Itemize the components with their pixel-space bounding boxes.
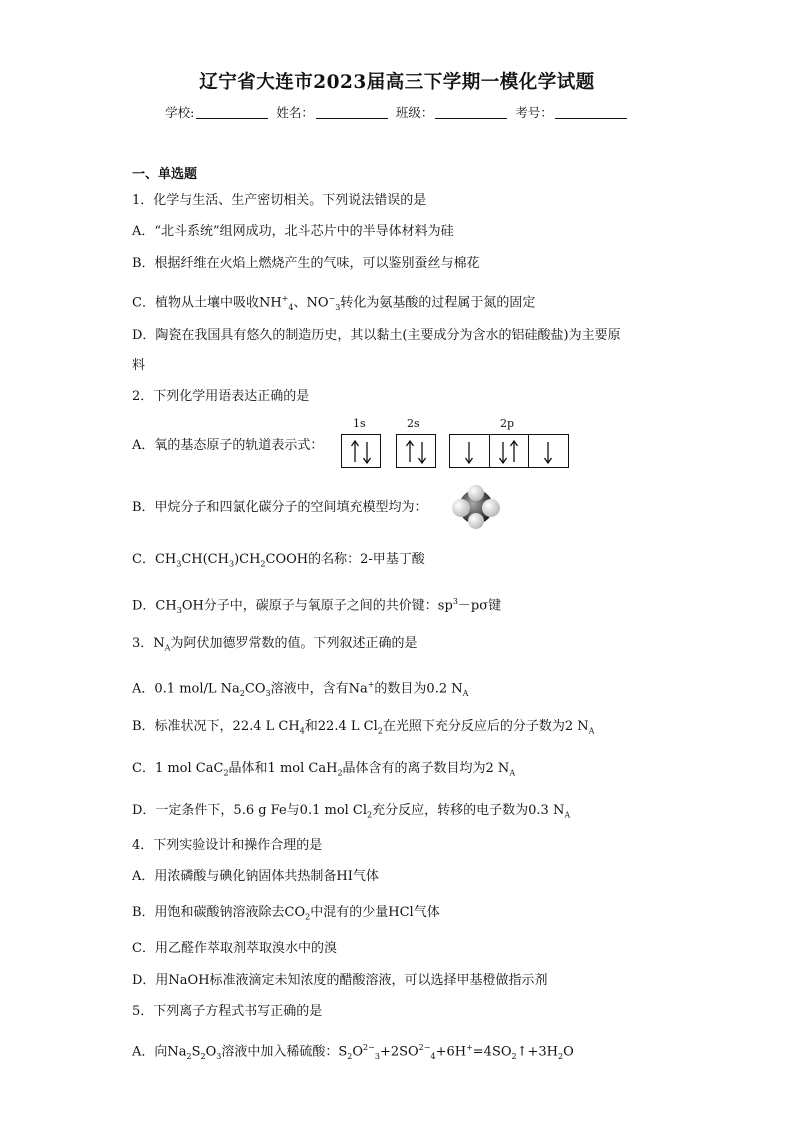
q3-stem-post: 为阿伏加德罗常数的值。下列叙述正确的是: [170, 636, 418, 651]
q3-c-post: 晶体含有的离子数目均为2 N: [342, 761, 510, 776]
q3-b-post: 在光照下充分反应后的分子数为2 N: [382, 719, 589, 734]
paired-arrows-icon: [397, 439, 435, 465]
q5-a-pre: A．向Na: [132, 1044, 187, 1060]
q3-c-mid: 晶体和1 mol CaH: [228, 761, 338, 776]
q2-option-d: D．$CH_3OH$分子中，碳原子与氧原子之间的共价键：$sp^3-p\sigma$键: [132, 597, 502, 615]
q1-option-d: D．陶瓷在我国具有悠久的制造历史，其以黏土(主要成分为含水的铝硅酸盐)为主要原: [132, 328, 621, 343]
q3-option-b: B．标准状况下，22.4 L $CH_4$和22.4 L $Cl_2$在光照下充分反应后的分子数为2 $N_A$: [132, 719, 595, 736]
orbital-box-2s: [396, 434, 436, 468]
q3-a-post: 溶液中，含有Na: [270, 681, 368, 697]
class-label: 班级：: [395, 105, 434, 120]
q2-c-post: 的名称：2-甲基丁酸: [308, 552, 425, 567]
q1-option-b: B．根据纤维在火焰上燃烧产生的气味，可以鉴别蚕丝与棉花: [132, 256, 480, 271]
2p-arrows-icon: [450, 439, 568, 465]
q1-option-c: C．植物从土壤中吸收$NH^+_4$、$NO^-_3$转化为氨基酸的过程属于氮的固定: [132, 294, 536, 312]
q2-d-tail: －pσ键: [457, 598, 502, 614]
q3-option-d: D．一定条件下，5.6 g Fe与0.1 mol $Cl_2$充分反应，转移的电子数为0.3 $N_A$: [132, 803, 571, 820]
paired-arrows-icon: [342, 439, 380, 465]
orbital-label-2p: 2p: [500, 417, 515, 430]
q4-stem: 4．下列实验设计和操作合理的是: [132, 838, 323, 853]
q4-b-post: 中混有的少量HCl气体: [310, 905, 440, 920]
q1-c-mid: 、NO: [293, 295, 329, 311]
q3-a-tail: 的数目为0.2 N: [374, 681, 463, 697]
q1-option-a: A．“北斗系统”组网成功，北斗芯片中的半导体材料为硅: [132, 224, 454, 239]
q1-c-post: 转化为氨基酸的过程属于氮的固定: [340, 295, 536, 311]
q2-option-a: A．氧的基态原子的轨道表示式：: [132, 438, 324, 453]
space-filling-model-icon: [450, 484, 502, 530]
q5-a-eq3: =4SO: [472, 1044, 512, 1060]
q4-b-pre: B．用饱和碳酸钠溶液除去CO: [132, 905, 306, 920]
section-heading: 一、单选题: [132, 167, 198, 182]
q3-a-pre: A．0.1 mol/L Na: [132, 681, 240, 697]
q3-b-pre: B．标准状况下，22.4 L CH: [132, 719, 300, 734]
school-label: 学校:: [165, 105, 195, 120]
q2-d-post: OH分子中，碳原子与氧原子之间的共价键：sp: [181, 598, 453, 614]
orbital-label-1s: 1s: [353, 417, 366, 430]
student-info-line: [0, 103, 794, 121]
q4-option-c: C．用乙醛作萃取剂萃取溴水中的溴: [132, 941, 337, 956]
q5-option-a: A．向$Na_2S_2O_3$溶液中加入稀硫酸：$S_2O^{2-}_3+2SO^{2-}_4+6H^+=4SO_2↑+3H_2O$: [132, 1043, 574, 1061]
q3-c-pre: C．1 mol CaC: [132, 761, 224, 776]
name-label: 姓名：: [276, 105, 314, 120]
q5-stem: 5．下列离子方程式书写正确的是: [132, 1004, 323, 1019]
q3-d-pre: D．一定条件下，5.6 g Fe与0.1 mol Cl: [132, 803, 368, 818]
q2-option-b: B．甲烷分子和四氯化碳分子的空间填充模型均为：: [132, 500, 428, 515]
page-title: 辽宁省大连市2023届高三下学期一模化学试题: [199, 72, 595, 93]
q3-option-a: A．0.1 mol/L $Na_2CO_3$溶液中，含有Na+的数目为0.2 $N_A$: [132, 680, 469, 698]
class-blank: [435, 106, 507, 119]
q4-option-d: D．用NaOH标准液滴定未知浓度的醋酸溶液，可以选择甲基橙做指示剂: [132, 973, 548, 988]
name-blank: [316, 106, 388, 119]
school-blank: [196, 106, 268, 119]
q2-stem: 2．下列化学用语表达正确的是: [132, 389, 310, 404]
orbital-box-1s: [341, 434, 381, 468]
q5-a-eq2: +6H: [435, 1044, 467, 1060]
q4-option-b: B．用饱和碳酸钠溶液除去$CO_2$中混有的少量HCl气体: [132, 905, 440, 922]
q2-option-c: C．$CH_3CH(CH_3)CH_2COOH$的名称：2-甲基丁酸: [132, 552, 425, 569]
q3-d-post: 充分反应，转移的电子数为0.3 N: [372, 803, 565, 818]
orbital-label-2s: 2s: [407, 417, 420, 430]
q3-option-c: C．1 mol CaC$_2$晶体和1 mol CaH$_2$晶体含有的离子数目均为2 $N_A$: [132, 761, 516, 778]
q1-option-d-cont: 料: [132, 358, 146, 373]
q5-a-post: 溶液中加入稀硫酸：S: [221, 1044, 348, 1060]
q5-a-eq: +2SO: [379, 1044, 419, 1060]
q1-c-pre: C．植物从土壤中吸收NH: [132, 295, 282, 311]
q4-option-a: A．用浓磷酸与碘化钠固体共热制备HI气体: [132, 869, 379, 884]
q3-stem: 3．$N_A$为阿伏加德罗常数的值。下列叙述正确的是: [132, 636, 418, 653]
q1-stem: 1．化学与生活、生产密切相关。下列说法错误的是: [132, 193, 427, 208]
q3-b-mid: 和22.4 L Cl: [304, 719, 378, 734]
q5-a-eq4: ↑+3H: [516, 1044, 559, 1060]
q2-d-pre: D．CH: [132, 598, 177, 614]
q2-c-pre: C．CH: [132, 552, 177, 567]
number-blank: [555, 106, 627, 119]
q3-stem-pre: 3．N: [132, 636, 165, 651]
number-label: 考号：: [515, 105, 553, 120]
orbital-box-2p: [449, 434, 569, 468]
